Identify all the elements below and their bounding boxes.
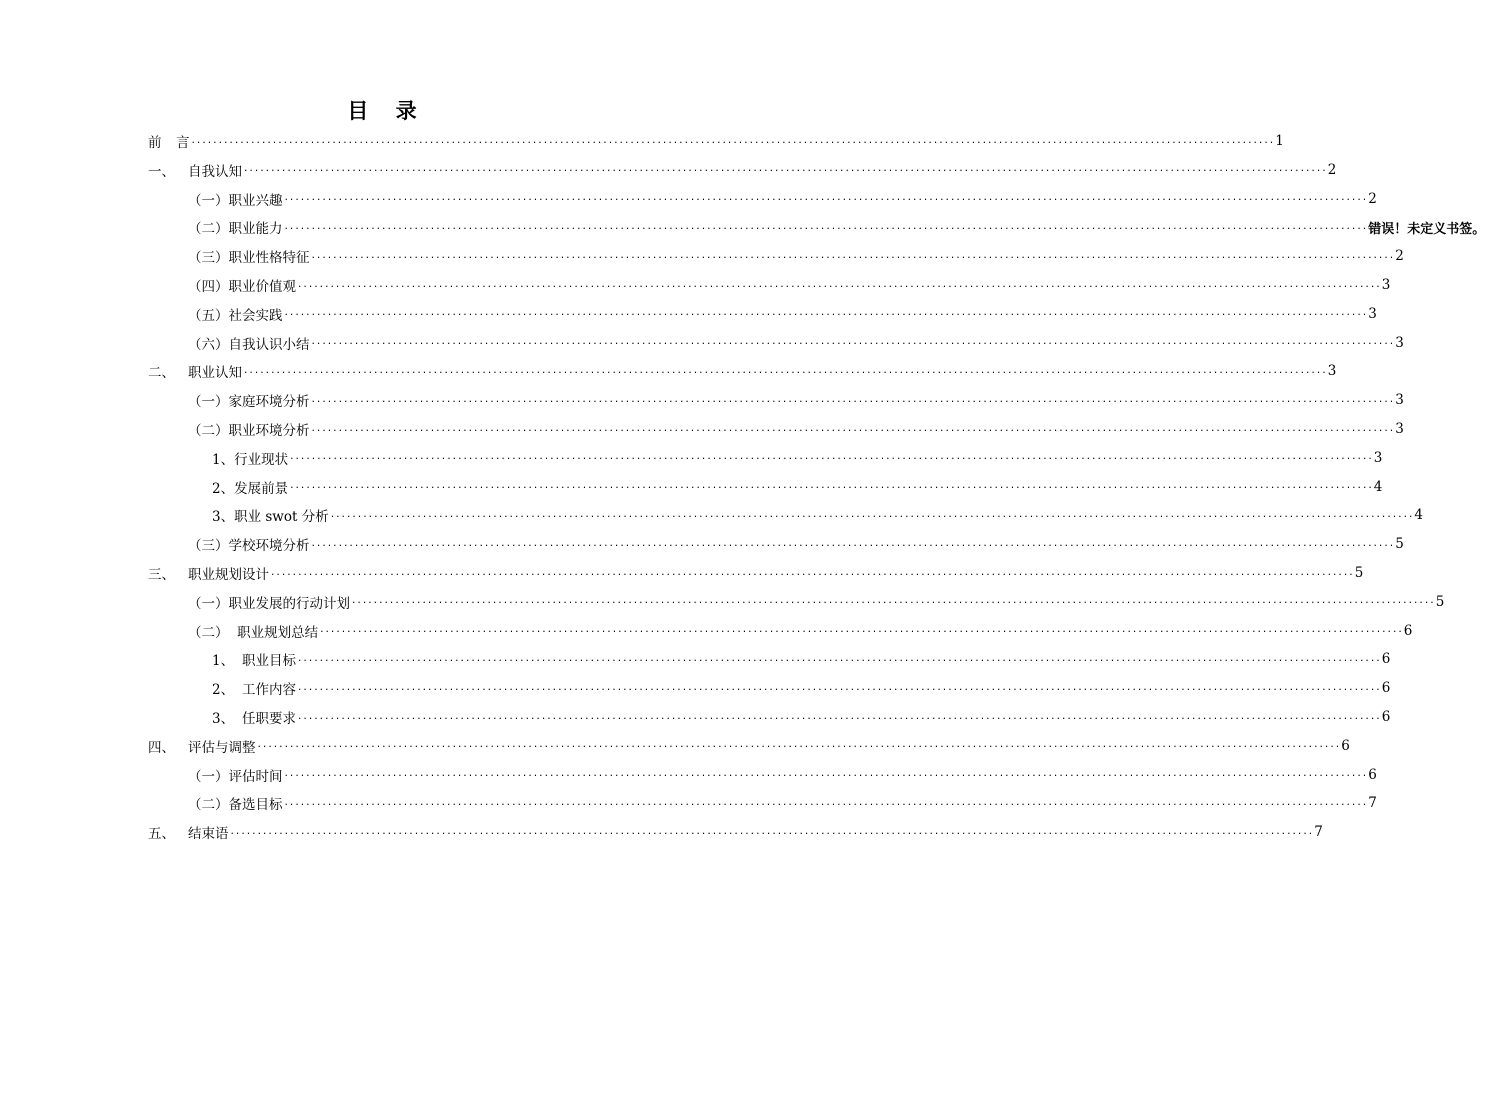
toc-dot-leader: ........................................................................................................................................................................................................ xyxy=(319,625,1403,636)
toc-page-number: 3 xyxy=(1395,392,1404,409)
toc-entry[interactable] xyxy=(188,300,1377,328)
toc-dot-leader: ........................................................................................................................................................................................................ xyxy=(256,740,1341,751)
toc-entry-label: 职业认知 xyxy=(188,365,242,382)
toc-page-number: 3 xyxy=(1395,334,1404,351)
toc-dot-leader: ........................................................................................................................................................................................................ xyxy=(310,250,1395,261)
toc-entry[interactable] xyxy=(188,415,1404,443)
toc-page-number: 1 xyxy=(1275,133,1284,149)
toc-entry-label: 2、发展前景 xyxy=(212,480,289,497)
toc-dot-leader: ........................................................................................................................................................................................................ xyxy=(270,567,1354,578)
toc-entry-label: 职业规划设计 xyxy=(188,567,269,583)
toc-entry[interactable] xyxy=(188,185,1377,213)
toc-entry[interactable] xyxy=(188,386,1404,414)
toc-entry-label: （二）职业环境分析 xyxy=(188,423,310,439)
toc-page-number: 6 xyxy=(1381,709,1391,725)
toc-page-number: 6 xyxy=(1368,766,1377,783)
toc-entry-label: （六）自我认识小结 xyxy=(188,336,310,353)
toc-entry-label: 工作内容 xyxy=(242,682,296,699)
toc-entry[interactable] xyxy=(212,645,1391,673)
toc-dot-leader: ........................................................................................................................................................................................................ xyxy=(229,826,1314,837)
toc-dot-leader: ........................................................................................................................................................................................................ xyxy=(297,279,1381,290)
toc-page-number: 4 xyxy=(1373,478,1383,495)
toc-entry-label: 3、职业 swot 分析 xyxy=(212,509,329,526)
toc-entry-number: 五、 xyxy=(148,826,175,843)
toc-page-number: 6 xyxy=(1341,737,1350,754)
toc-entry-label: 职业目标 xyxy=(242,653,296,670)
toc-entry-label: （一）职业发展的行动计划 xyxy=(188,595,350,612)
toc-dot-leader: ........................................................................................................................................................................................................ xyxy=(243,365,1327,376)
toc-entry-label: （二）备选目标 xyxy=(188,797,283,814)
toc-entry[interactable] xyxy=(212,501,1424,529)
toc-page-number: 6 xyxy=(1381,651,1391,668)
toc-entry-label: （二）职业能力 xyxy=(188,221,283,238)
toc-entry-number: 1、 xyxy=(212,653,235,670)
toc-entry-label: （三）学校环境分析 xyxy=(188,538,310,555)
toc-page-number: 2 xyxy=(1327,161,1337,178)
toc-entry[interactable] xyxy=(148,127,1284,155)
toc-dot-leader: ........................................................................................................................................................................................................ xyxy=(310,423,1395,434)
toc-page-number: 6 xyxy=(1403,622,1413,639)
toc-entry[interactable] xyxy=(188,617,1413,645)
toc-dot-leader: ........................................................................................................................................................................................................ xyxy=(310,538,1395,549)
toc-page-number: 2 xyxy=(1395,248,1404,265)
toc-entry-number: 前 xyxy=(148,135,162,151)
toc-page-number: 7 xyxy=(1314,824,1323,841)
toc-dot-leader: ........................................................................................................................................................................................................ xyxy=(297,653,1381,664)
toc-page-number: 3 xyxy=(1327,363,1337,380)
toc-entry[interactable] xyxy=(148,559,1364,587)
toc-page-number: 2 xyxy=(1368,190,1377,207)
toc-dot-leader: ........................................................................................................................................................................................................ xyxy=(283,193,1368,204)
toc-entry[interactable] xyxy=(212,444,1383,472)
toc-entry[interactable] xyxy=(148,732,1350,760)
toc-entry-label: 1、行业现状 xyxy=(212,451,289,468)
toc-entry[interactable] xyxy=(188,242,1404,270)
toc-dot-leader: ........................................................................................................................................................................................................ xyxy=(289,481,1373,492)
toc-page-number: 6 xyxy=(1381,680,1391,697)
toc-page-number: 4 xyxy=(1414,507,1424,524)
toc-entry-label: （二） 职业规划总结 xyxy=(188,624,319,641)
toc-entry[interactable] xyxy=(188,530,1404,558)
toc-entry-label: 评估与调整 xyxy=(188,739,256,756)
toc-entry-label: 任职要求 xyxy=(242,711,296,727)
toc-entry-label: （一）家庭环境分析 xyxy=(188,394,310,411)
toc-page-number: 3 xyxy=(1395,421,1404,437)
toc-entry-number: 2、 xyxy=(212,682,235,699)
toc-entry[interactable] xyxy=(188,213,1485,241)
toc-page-number: 5 xyxy=(1435,593,1445,610)
toc-dot-leader: ........................................................................................................................................................................................................ xyxy=(297,682,1381,693)
toc-dot-leader: ........................................................................................................................................................................................................ xyxy=(297,711,1381,722)
toc-dot-leader: ........................................................................................................................................................................................................ xyxy=(329,509,1414,520)
toc-entry-label: （四）职业价值观 xyxy=(188,279,296,295)
toc-entry[interactable] xyxy=(212,703,1391,731)
toc-page-number: 5 xyxy=(1354,565,1364,581)
toc-dot-leader: ........................................................................................................................................................................................................ xyxy=(351,596,1435,607)
toc-entry[interactable] xyxy=(188,789,1377,817)
toc-entry-label: 自我认知 xyxy=(188,163,242,180)
toc-entry-label: （一）评估时间 xyxy=(188,768,283,785)
toc-page-number: 3 xyxy=(1368,305,1377,322)
toc-page-number: 3 xyxy=(1373,449,1383,466)
toc-dot-leader: ........................................................................................................................................................................................................ xyxy=(243,164,1327,175)
toc-dot-leader: ........................................................................................................................................................................................................ xyxy=(283,797,1368,808)
toc-entry-number: 一、 xyxy=(148,163,175,180)
toc-entry-number: 三、 xyxy=(148,567,175,583)
toc-bookmark-error: 错误！未定义书签。 xyxy=(1368,221,1485,237)
toc-entry-label: 结束语 xyxy=(188,826,229,843)
toc-dot-leader: ........................................................................................................................................................................................................ xyxy=(310,337,1395,348)
toc-dot-leader: ........................................................................................................................................................................................................ xyxy=(289,452,1373,463)
toc-dot-leader: ........................................................................................................................................................................................................ xyxy=(190,135,1275,146)
toc-page-number: 3 xyxy=(1381,277,1391,293)
toc-page-number: 7 xyxy=(1368,795,1377,812)
toc-entry[interactable] xyxy=(212,674,1391,702)
toc-entry-label: 言 xyxy=(176,135,190,151)
toc-entry-number: 3、 xyxy=(212,711,235,727)
toc-entry[interactable] xyxy=(188,271,1391,299)
toc-title: 目 录 xyxy=(347,99,427,123)
toc-entry[interactable] xyxy=(148,818,1323,846)
toc-entry[interactable] xyxy=(188,588,1445,616)
toc-entry-label: （五）社会实践 xyxy=(188,307,283,324)
toc-entry[interactable] xyxy=(212,473,1383,501)
toc-dot-leader: ........................................................................................................................................................................................................ xyxy=(283,221,1368,232)
toc-entry[interactable] xyxy=(148,156,1337,184)
toc-entry-number: 二、 xyxy=(148,365,175,382)
toc-entry-label: （三）职业性格特征 xyxy=(188,250,310,267)
toc-entry[interactable] xyxy=(148,357,1337,385)
toc-dot-leader: ........................................................................................................................................................................................................ xyxy=(310,394,1395,405)
toc-page-number: 5 xyxy=(1395,536,1404,553)
toc-dot-leader: ........................................................................................................................................................................................................ xyxy=(283,769,1368,780)
toc-entry-number: 四、 xyxy=(148,739,175,756)
toc-dot-leader: ........................................................................................................................................................................................................ xyxy=(283,308,1368,319)
toc-entry[interactable] xyxy=(188,329,1404,357)
toc-entry-label: （一）职业兴趣 xyxy=(188,192,283,209)
toc-entry[interactable] xyxy=(188,761,1377,789)
